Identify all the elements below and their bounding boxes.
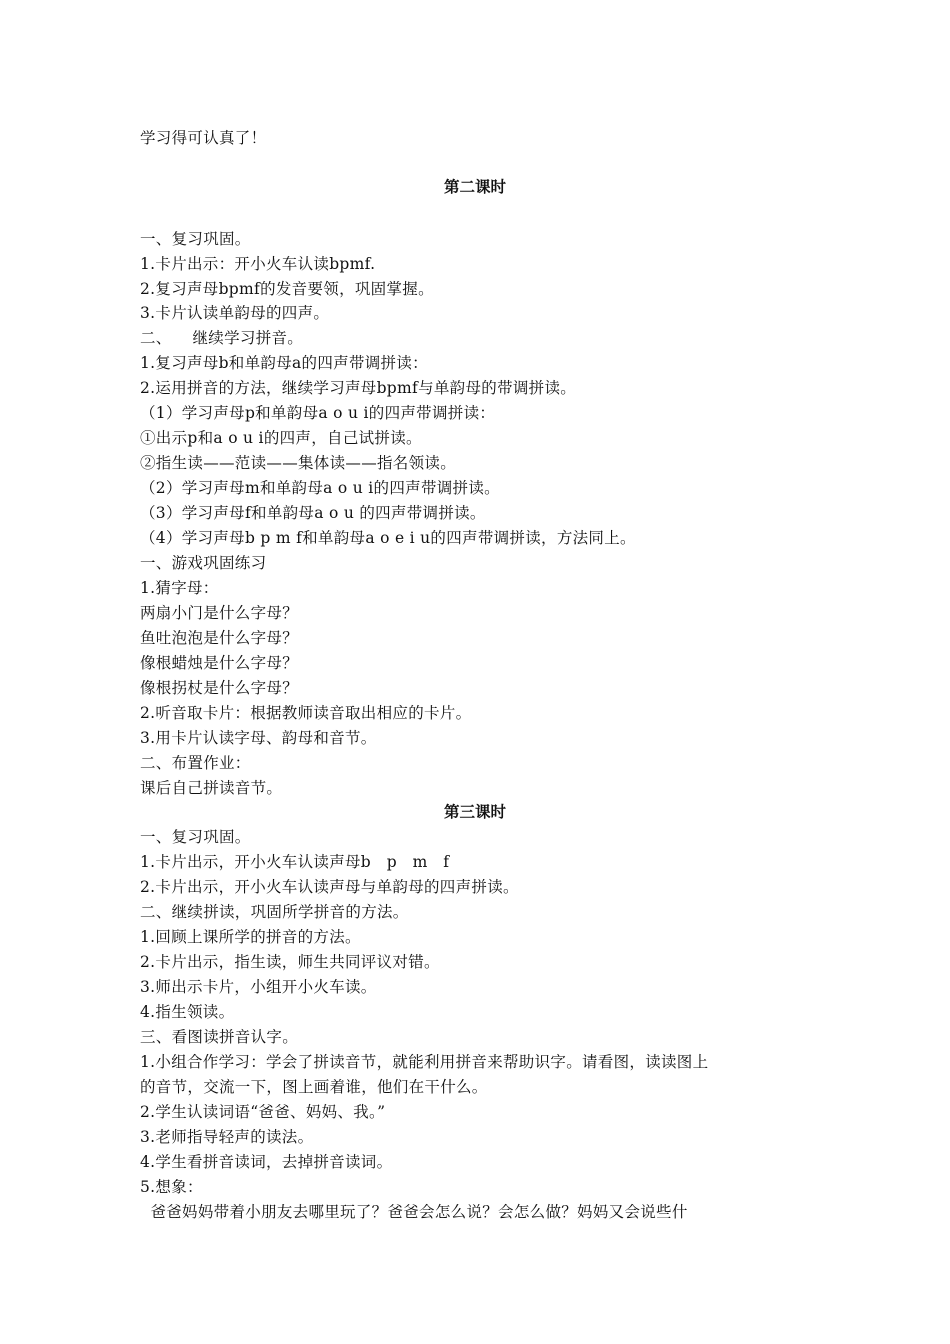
lesson3-title: 第三课时	[443, 803, 506, 821]
text-line: 一、游戏巩固练习	[140, 554, 267, 572]
text-line: ①出示p和a o u i的四声，自己试拼读。	[140, 429, 422, 447]
text-line: （2）学习声母m和单韵母a o u i的四声带调拼读。	[140, 479, 500, 497]
text-line: 一、复习巩固。	[140, 828, 251, 846]
intro-line: 学习得可认真了！	[140, 129, 267, 147]
text-line: 3.用卡片认读字母、韵母和音节。	[140, 729, 377, 747]
text-line: （1）学习声母p和单韵母a o u i的四声带调拼读：	[140, 404, 496, 422]
text-line: （4）学习声母b p m f和单韵母a o e i u的四声带调拼读，方法同上。	[140, 529, 636, 547]
text-line: 三、看图读拼音认字。	[140, 1028, 299, 1046]
text-line: 2.复习声母bpmf的发音要领，巩固掌握。	[140, 280, 434, 298]
text-line: 像根蜡烛是什么字母？	[140, 654, 299, 672]
text-line: ②指生读——范读——集体读——指名领读。	[140, 454, 457, 472]
text-line: 2.卡片出示，开小火车认读声母与单韵母的四声拼读。	[140, 878, 519, 896]
text-line: 5.想象：	[140, 1178, 203, 1196]
text-line: 3.老师指导轻声的读法。	[140, 1128, 314, 1146]
text-line: 2.运用拼音的方法，继续学习声母bpmf与单韵母的带调拼读。	[140, 379, 577, 397]
text-line: 课后自己拼读音节。	[140, 779, 283, 797]
text-line: 4.指生领读。	[140, 1003, 235, 1021]
text-line: 2.卡片出示，指生读，师生共同评议对错。	[140, 953, 440, 971]
text-line: 爸爸妈妈带着小朋友去哪里玩了？爸爸会怎么说？会怎么做？妈妈又会说些什	[140, 1203, 688, 1221]
text-line: （3）学习声母f和单韵母a o u 的四声带调拼读。	[140, 504, 486, 522]
text-line: 4.学生看拼音读词，去掉拼音读词。	[140, 1153, 393, 1171]
text-line: 二、布置作业：	[140, 754, 251, 772]
text-line: 2.学生认读词语“爸爸、妈妈、我。”	[140, 1103, 386, 1121]
lesson2-title: 第二课时	[443, 178, 506, 196]
text-line: 3.师出示卡片，小组开小火车读。	[140, 978, 377, 996]
text-line: 一、复习巩固。	[140, 230, 251, 248]
text-line: 2.听音取卡片：根据教师读音取出相应的卡片。	[140, 704, 472, 722]
text-line: 两扇小门是什么字母？	[140, 604, 299, 622]
text-line: 1.卡片出示：开小火车认读bpmf.	[140, 255, 376, 273]
text-line: 1.卡片出示，开小火车认读声母b p m f	[140, 853, 450, 871]
text-line: 鱼吐泡泡是什么字母？	[140, 629, 299, 647]
text-line: 1.小组合作学习：学会了拼读音节，就能利用拼音来帮助识字。请看图，读读图上	[140, 1053, 709, 1071]
text-line: 1.回顾上课所学的拼音的方法。	[140, 928, 361, 946]
text-line: 的音节，交流一下，图上画着谁，他们在干什么。	[140, 1078, 488, 1096]
text-line: 二、 继续学习拼音。	[140, 329, 304, 347]
text-line: 二、继续拼读，巩固所学拼音的方法。	[140, 903, 409, 921]
text-line: 1.复习声母b和单韵母a的四声带调拼读：	[140, 354, 428, 372]
text-line: 3.卡片认读单韵母的四声。	[140, 304, 330, 322]
text-line: 1.猜字母：	[140, 579, 219, 597]
text-line: 像根拐杖是什么字母？	[140, 679, 299, 697]
